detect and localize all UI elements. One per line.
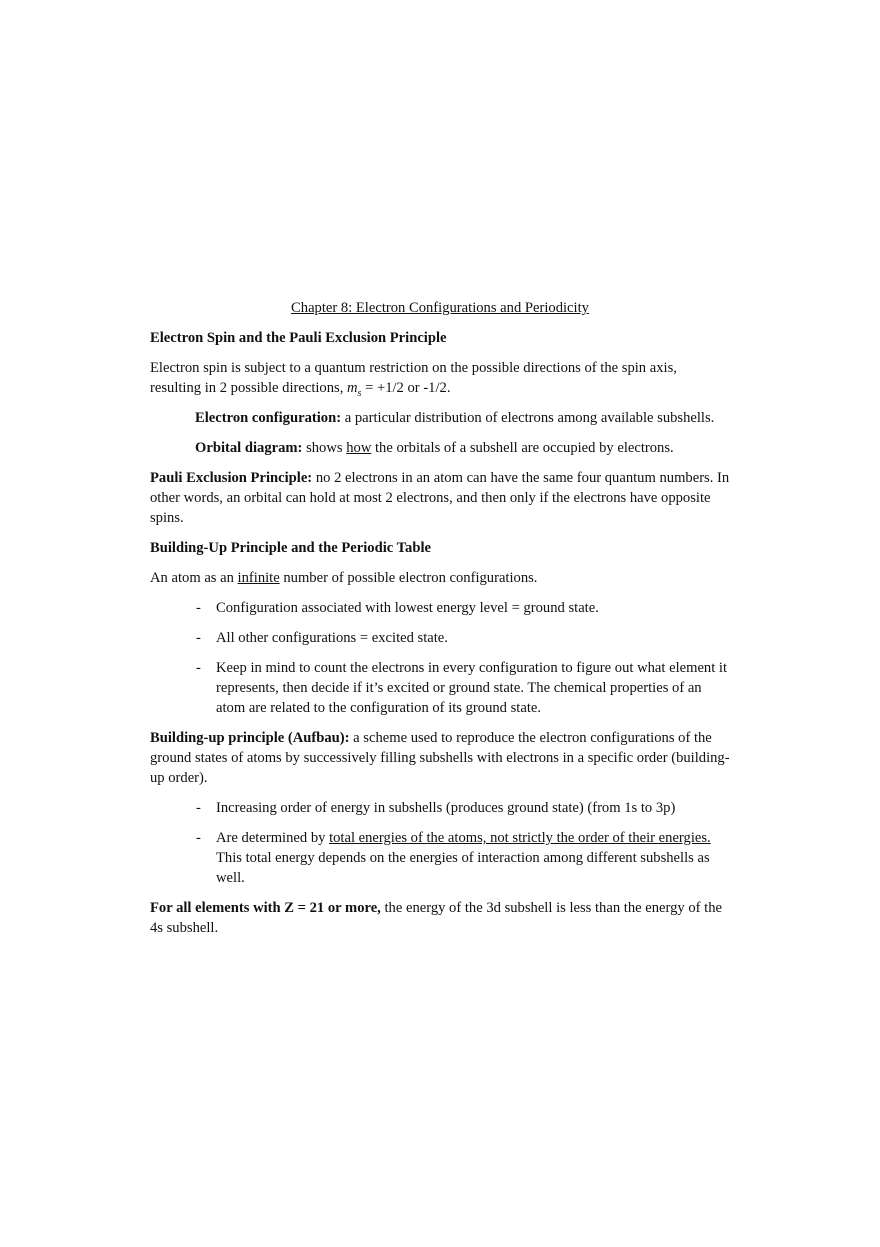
ms-values: = +1/2 or -1/2. — [361, 380, 451, 396]
list-item — [150, 798, 730, 818]
section-heading-electron-spin: Electron Spin and the Pauli Exclusion Principle — [150, 330, 447, 346]
list-item-text: Increasing order of energy in subshells (produces ground state) (from 1s to 3p) — [216, 800, 676, 816]
electron-configuration-label: Electron configuration: — [195, 410, 342, 426]
dash-bullet: - — [196, 800, 201, 816]
atom-infinite: infinite — [237, 570, 280, 586]
z21-text: the energy of the 3d subshell is less than the energy of the 4s subshell. — [150, 900, 722, 936]
ms-symbol: m — [347, 380, 358, 396]
page-title — [150, 298, 730, 318]
section-heading-building-up: Building-Up Principle and the Periodic Table — [150, 540, 431, 556]
ms-subscript: s — [357, 387, 362, 399]
pauli-principle-label: Pauli Exclusion Principle: — [150, 470, 313, 486]
electron-spin-paragraph — [150, 358, 730, 398]
electron-spin-text: Electron spin is subject to a quantum restriction on the possible directions of the spin axis, resulting in 2 possible directions, — [150, 360, 677, 396]
aufbau-label: Building-up principle (Aufbau): — [150, 730, 350, 746]
list-item-underlined: total energies of the atoms, not strictly the order of their energies. — [329, 830, 711, 846]
dash-bullet: - — [196, 830, 201, 846]
z21-paragraph — [150, 898, 730, 938]
orbital-diagram-text-pre: shows — [302, 440, 347, 456]
dash-bullet: - — [196, 630, 201, 646]
list-item-text: Configuration associated with lowest energy level = ground state. — [216, 600, 599, 616]
configuration-list — [150, 598, 730, 718]
atom-text-post: number of possible electron configurations. — [279, 570, 538, 586]
aufbau-list — [150, 798, 730, 888]
atom-text-pre: An atom as an — [150, 570, 238, 586]
document-page — [150, 298, 730, 948]
dash-bullet: - — [196, 600, 201, 616]
list-item-text: Keep in mind to count the electrons in every configuration to figure out what element it represents, then decide if it’s excited or ground state. The chemical properties of an atom are related to the configuration of its ground state. — [216, 660, 728, 716]
electron-configuration-definition — [150, 408, 730, 428]
list-item — [150, 828, 730, 888]
aufbau-text: a scheme used to reproduce the electron configurations of the ground states of atoms by successively filling subshells with electrons in a specific order (building-up order). — [150, 730, 730, 786]
aufbau-paragraph — [150, 728, 730, 788]
electron-configuration-text: a particular distribution of electrons among available subshells. — [341, 410, 715, 426]
pauli-principle-text: no 2 electrons in an atom can have the same four quantum numbers. In other words, an orbital can hold at most 2 electrons, and then only if the electrons have opposite spins. — [150, 470, 730, 526]
orbital-diagram-text-post: the orbitals of a subshell are occupied by electrons. — [371, 440, 674, 456]
pauli-principle-paragraph — [150, 468, 730, 528]
atom-configurations-paragraph — [150, 568, 730, 588]
orbital-diagram-label: Orbital diagram: — [195, 440, 303, 456]
list-item-text-pre: Are determined by — [216, 830, 330, 846]
orbital-diagram-how: how — [346, 440, 372, 456]
list-item-text: All other configurations = excited state. — [216, 630, 448, 646]
chapter-title: Chapter 8: Electron Configurations and Periodicity — [291, 300, 589, 316]
list-item — [150, 598, 730, 618]
orbital-diagram-definition — [150, 438, 730, 458]
list-item-text-post: This total energy depends on the energies of interaction among different subshells as well. — [216, 850, 710, 886]
list-item — [150, 658, 730, 718]
list-item — [150, 628, 730, 648]
dash-bullet: - — [196, 660, 201, 676]
z21-label: For all elements with Z = 21 or more, — [150, 900, 381, 916]
